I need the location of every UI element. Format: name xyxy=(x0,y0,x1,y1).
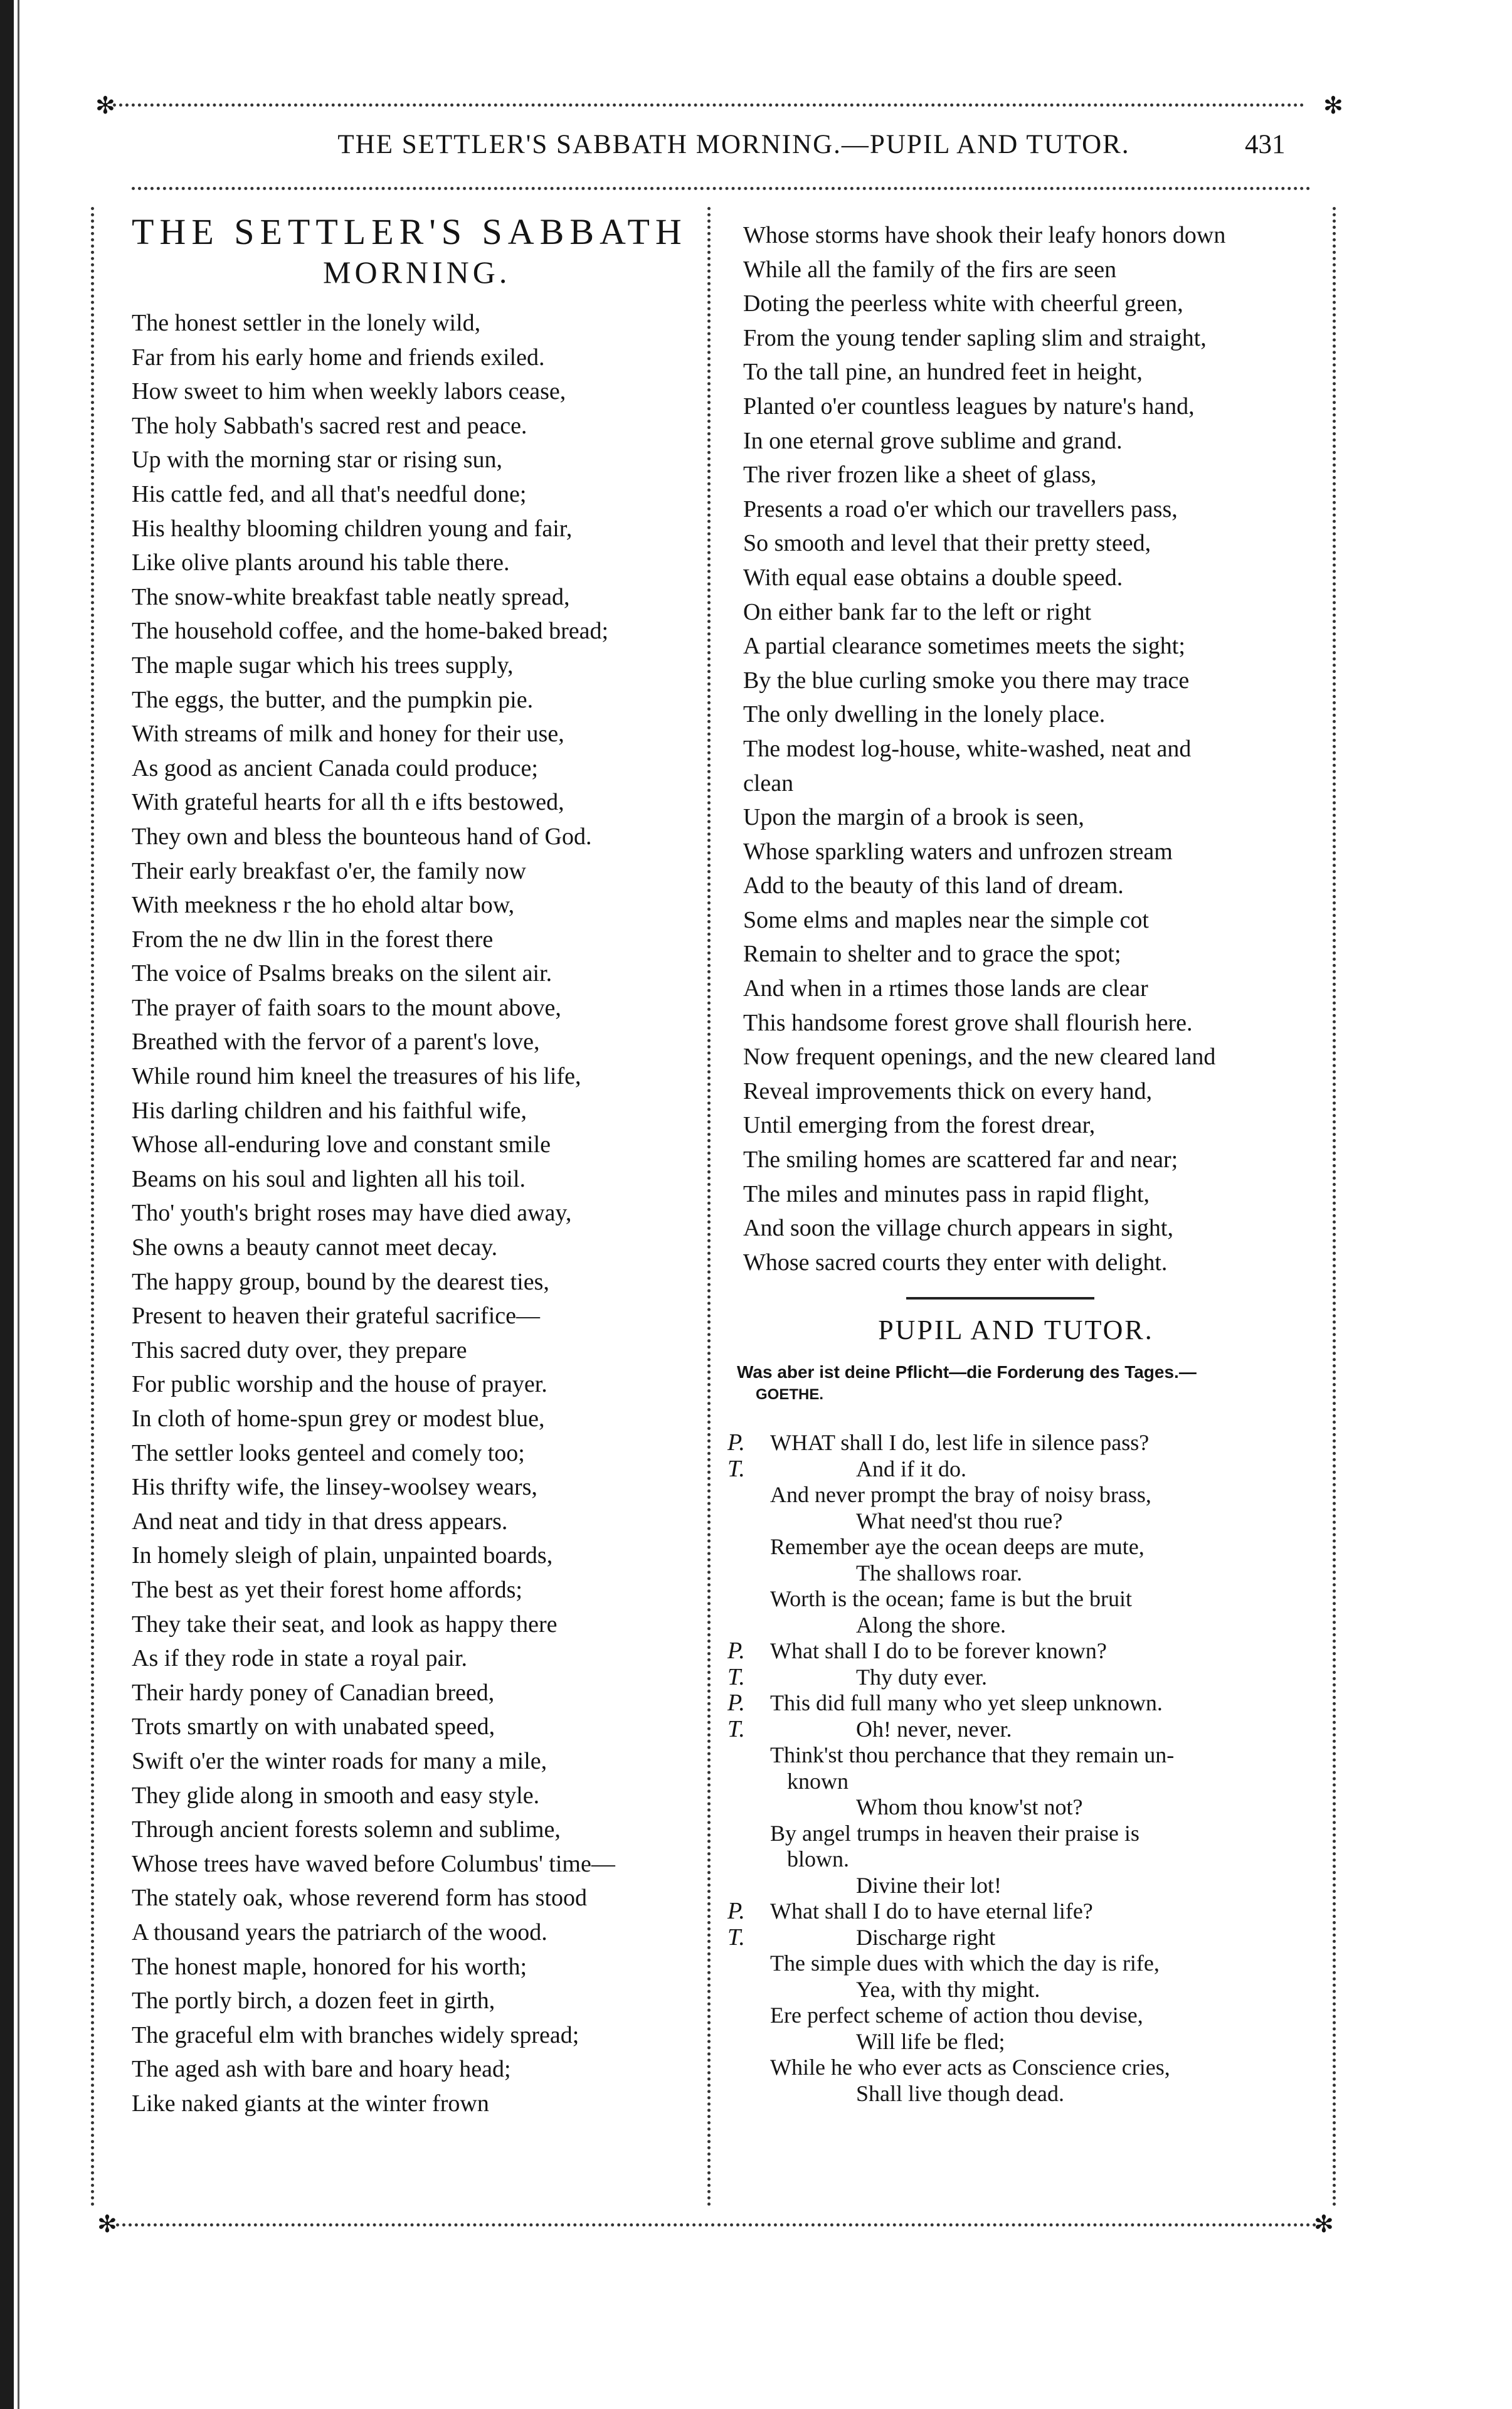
poem-line: The honest maple, honored for his worth; xyxy=(132,1953,527,1980)
dialogue-line xyxy=(727,1690,1304,1717)
dialogue-text: Discharge right xyxy=(856,1924,996,1950)
top-ornament-rule xyxy=(113,103,1304,107)
poem-line: And soon the village church appears in sight, xyxy=(743,1215,1173,1242)
bottom-ornament-rule xyxy=(116,2223,1317,2226)
dialogue-line xyxy=(727,1534,1304,1560)
poem-line: The portly birch, a dozen feet in girth, xyxy=(132,1988,495,2015)
dialogue-line xyxy=(727,1794,1304,1821)
dialogue-line xyxy=(727,1925,1304,1951)
speaker-label: P. xyxy=(727,1638,745,1664)
poem-line: A thousand years the patriarch of the wood. xyxy=(132,1919,547,1946)
poem-line: Doting the peerless white with cheerful green, xyxy=(743,290,1183,317)
epigraph-attribution: GOETHE. xyxy=(756,1386,824,1403)
poem-line: Through ancient forests solemn and sublime, xyxy=(132,1816,561,1843)
poem-line: While round him kneel the treasures of his life, xyxy=(132,1063,581,1090)
poem-line: While all the family of the firs are seen xyxy=(743,256,1117,283)
poem-line: They take their seat, and look as happy there xyxy=(132,1611,558,1638)
fleuron-bottom-left-icon: ✻ xyxy=(97,2211,117,2238)
dialogue-line xyxy=(727,1612,1304,1639)
poem-line: Planted o'er countless leagues by nature's hand, xyxy=(743,393,1195,420)
poem-line: The settler looks genteel and comely too; xyxy=(132,1439,525,1466)
dialogue-line xyxy=(727,2003,1304,2029)
dialogue-text: Ere perfect scheme of action thou devise, xyxy=(770,2003,1143,2028)
poem-line: Present to heaven their grateful sacrifice— xyxy=(132,1303,540,1330)
dialogue-line xyxy=(727,1508,1304,1535)
poem-line: Whose trees have waved before Columbus' time— xyxy=(132,1850,615,1877)
dialogue-line xyxy=(727,1586,1304,1612)
dialogue-text: known xyxy=(787,1768,849,1794)
section-separator-rule xyxy=(906,1297,1094,1300)
dialogue-line xyxy=(727,2055,1304,2081)
poem-line: She owns a beauty cannot meet decay. xyxy=(132,1234,498,1261)
poem-line: Add to the beauty of this land of dream. xyxy=(743,872,1124,899)
poem-line: Their hardy poney of Canadian breed, xyxy=(132,1679,495,1706)
poem-line: His healthy blooming children young and fair, xyxy=(132,515,573,542)
dialogue-text: What shall I do to have eternal life? xyxy=(770,1898,1093,1924)
dialogue-text: Remember aye the ocean deeps are mute, xyxy=(770,1534,1145,1559)
dialogue-text: The shallows roar. xyxy=(856,1560,1022,1586)
poem-line: With grateful hearts for all th e ifts bestowed, xyxy=(132,789,564,816)
right-border-rule xyxy=(1333,207,1336,2208)
dialogue-text: Along the shore. xyxy=(856,1612,1006,1638)
speaker-label: T. xyxy=(727,1715,745,1742)
poem-line: Tho' youth's bright roses may have died away, xyxy=(132,1200,572,1227)
speaker-label: T. xyxy=(727,1663,745,1690)
poem-line: And neat and tidy in that dress appears. xyxy=(132,1508,508,1535)
poem-title-line1: THE SETTLER'S SABBATH xyxy=(132,211,687,252)
poem-line: The best as yet their forest home affords; xyxy=(132,1576,522,1603)
poem-line: They glide along in smooth and easy style. xyxy=(132,1782,540,1809)
poem-line: Until emerging from the forest drear, xyxy=(743,1112,1096,1139)
dialogue-text: And never prompt the bray of noisy brass, xyxy=(770,1482,1151,1507)
poem-line: The stately oak, whose reverend form has stood xyxy=(132,1885,588,1912)
epigraph xyxy=(737,1361,1301,1406)
dialogue-line xyxy=(727,1717,1304,1743)
dialogue-text: Will life be fled; xyxy=(856,2028,1005,2054)
poem-line: The river frozen like a sheet of glass, xyxy=(743,462,1097,489)
poem-line: Far from his early home and friends exiled. xyxy=(132,344,545,371)
poem-line: Reveal improvements thick on every hand, xyxy=(743,1077,1153,1104)
poem-line: The graceful elm with branches widely spread; xyxy=(132,2021,579,2048)
dialogue-line xyxy=(727,1430,1304,1456)
dialogue-line xyxy=(727,1898,1304,1925)
dialogue-text: Thy duty ever. xyxy=(856,1664,987,1690)
poem-line: This sacred duty over, they prepare xyxy=(132,1337,467,1363)
poem-line: In homely sleigh of plain, unpainted boards, xyxy=(132,1542,553,1569)
dialogue-line xyxy=(727,1769,1304,1795)
dialogue-text: By angel trumps in heaven their praise is xyxy=(770,1820,1139,1846)
poem-line: Now frequent openings, and the new cleared land xyxy=(743,1044,1216,1071)
poem-line: The modest log-house, white-washed, neat and xyxy=(743,735,1192,762)
dialogue-line xyxy=(727,2029,1304,2055)
speaker-label: P. xyxy=(727,1898,745,1924)
poem-line: With equal ease obtains a double speed. xyxy=(743,564,1123,591)
poem-line: The holy Sabbath's sacred rest and peace. xyxy=(132,412,527,439)
poem-line: A partial clearance sometimes meets the sight; xyxy=(743,633,1185,660)
poem-line: With meekness r the ho ehold altar bow, xyxy=(132,892,515,919)
poem-line: Whose sacred courts they enter with delight. xyxy=(743,1249,1168,1276)
dialogue-block xyxy=(727,1430,1304,2107)
poem-line: Like naked giants at the winter frown xyxy=(132,2090,489,2117)
dialogue-text: blown. xyxy=(787,1846,849,1872)
speaker-label: P. xyxy=(727,1429,745,1456)
dialogue-line xyxy=(727,1742,1304,1769)
poem-line: The smiling homes are scattered far and near; xyxy=(743,1146,1178,1173)
dialogue-text: WHAT shall I do, lest life in silence pass? xyxy=(770,1430,1150,1455)
poem-line: Up with the morning star or rising sun, xyxy=(132,447,503,474)
dialogue-text: This did full many who yet sleep unknown. xyxy=(770,1690,1163,1715)
poem-line: In one eternal grove sublime and grand. xyxy=(743,427,1123,454)
fleuron-bottom-right-icon: ✻ xyxy=(1314,2211,1334,2238)
poem-line: Upon the margin of a brook is seen, xyxy=(743,804,1084,831)
poem-line: This handsome forest grove shall flourish here. xyxy=(743,1009,1193,1036)
book-spine-edge xyxy=(0,0,14,2409)
poem-line: The household coffee, and the home-baked bread; xyxy=(132,618,609,645)
poem-line: Presents a road o'er which our travellers pass, xyxy=(743,495,1178,522)
poem-line: The eggs, the butter, and the pumpkin pie. xyxy=(132,686,534,713)
poem-line: The only dwelling in the lonely place. xyxy=(743,701,1106,728)
dialogue-line xyxy=(727,1846,1304,1873)
poem-line: Whose all-enduring love and constant smile xyxy=(132,1131,551,1158)
poem-line: The aged ash with bare and hoary head; xyxy=(132,2056,511,2083)
poem-line: His darling children and his faithful wife, xyxy=(132,1097,527,1124)
speaker-label: P. xyxy=(727,1690,745,1716)
dialogue-text: What need'st thou rue? xyxy=(856,1508,1063,1533)
poem-line: By the blue curling smoke you there may trace xyxy=(743,667,1190,694)
second-poem-title: PUPIL AND TUTOR. xyxy=(878,1315,1154,1345)
poem-line: Whose storms have shook their leafy honors down xyxy=(743,222,1226,248)
poem-line: The voice of Psalms breaks on the silent air. xyxy=(132,960,552,987)
dialogue-line xyxy=(727,1873,1304,1899)
dialogue-text: Worth is the ocean; fame is but the bruit xyxy=(770,1586,1132,1611)
poem-line: Some elms and maples near the simple cot xyxy=(743,906,1149,933)
running-header: THE SETTLER'S SABBATH MORNING.—PUPIL AND TUTOR. xyxy=(337,130,1130,159)
poem-line: The prayer of faith soars to the mount above, xyxy=(132,994,561,1021)
poem-line: Their early breakfast o'er, the family now xyxy=(132,857,526,884)
dialogue-text: While he who ever acts as Conscience cries, xyxy=(770,2055,1170,2080)
poem-line: So smooth and level that their pretty steed, xyxy=(743,530,1151,557)
dialogue-text: Divine their lot! xyxy=(856,1872,1002,1898)
poem-line: The happy group, bound by the dearest ties, xyxy=(132,1268,549,1295)
poem-line: Remain to shelter and to grace the spot; xyxy=(743,941,1121,968)
dialogue-text: Think'st thou perchance that they remain un- xyxy=(770,1742,1175,1767)
poem-line: Swift o'er the winter roads for many a mile, xyxy=(132,1747,547,1774)
dialogue-text: Yea, with thy might. xyxy=(856,1976,1040,2002)
dialogue-line xyxy=(727,1482,1304,1508)
poem-line: Beams on his soul and lighten all his toil. xyxy=(132,1165,526,1192)
poem-line: His cattle fed, and all that's needful done; xyxy=(132,480,527,507)
dialogue-text: Shall live though dead. xyxy=(856,2080,1064,2106)
poem-line: Trots smartly on with unabated speed, xyxy=(132,1713,495,1740)
fleuron-top-left-icon: ✻ xyxy=(95,93,115,119)
dialogue-line xyxy=(727,1560,1304,1587)
poem-line: clean xyxy=(743,770,794,797)
dialogue-text: Whom thou know'st not? xyxy=(856,1794,1083,1819)
poem-line: His thrifty wife, the linsey-woolsey wears, xyxy=(132,1474,537,1501)
dialogue-line xyxy=(727,1821,1304,1847)
poem-line: To the tall pine, an hundred feet in height, xyxy=(743,359,1143,386)
poem-line: On either bank far to the left or right xyxy=(743,598,1092,625)
dialogue-line xyxy=(727,1638,1304,1665)
dialogue-line xyxy=(727,1951,1304,1977)
dialogue-text: The simple dues with which the day is rife, xyxy=(770,1951,1160,1976)
poem-line: As if they rode in state a royal pair. xyxy=(132,1645,468,1672)
poem-line: Like olive plants around his table there. xyxy=(132,549,510,576)
poem-line: From the ne dw llin in the forest there xyxy=(132,926,494,953)
poem-line: The snow-white breakfast table neatly spread, xyxy=(132,583,570,610)
dialogue-text: What shall I do to be forever known? xyxy=(770,1638,1107,1663)
dialogue-line xyxy=(727,1665,1304,1691)
poem-line: As good as ancient Canada could produce; xyxy=(132,754,538,781)
column-divider-rule xyxy=(707,207,711,2208)
poem-line: Breathed with the fervor of a parent's love, xyxy=(132,1029,540,1056)
right-column xyxy=(743,218,1320,1279)
poem-line: From the young tender sapling slim and straight, xyxy=(743,324,1207,351)
poem-line: They own and bless the bounteous hand of God. xyxy=(132,823,592,850)
left-border-rule xyxy=(91,207,94,2208)
poem-line: The maple sugar which his trees supply, xyxy=(132,652,514,679)
poem-line: How sweet to him when weekly labors cease, xyxy=(132,378,566,405)
page-number: 431 xyxy=(1245,130,1286,159)
poem-line: In cloth of home-spun grey or modest blue, xyxy=(132,1406,545,1432)
poem-line: With streams of milk and honey for their use, xyxy=(132,721,564,748)
book-spine-shadow xyxy=(18,0,19,2409)
poem-line: The miles and minutes pass in rapid flight, xyxy=(743,1180,1150,1207)
poem-line: And when in a rtimes those lands are clear xyxy=(743,975,1148,1002)
dialogue-line xyxy=(727,2081,1304,2107)
dialogue-text: And if it do. xyxy=(856,1456,966,1481)
poem-left-lines xyxy=(132,306,696,2120)
poem-line: For public worship and the house of prayer. xyxy=(132,1371,547,1398)
speaker-label: T. xyxy=(727,1455,745,1482)
dialogue-line xyxy=(727,1977,1304,2003)
poem-title-line2: MORNING. xyxy=(323,255,511,290)
speaker-label: T. xyxy=(727,1924,745,1951)
epigraph-text: Was aber ist deine Pflicht—die Forderung des Tages.— xyxy=(737,1362,1197,1382)
fleuron-top-right-icon: ✻ xyxy=(1323,93,1343,119)
dialogue-line xyxy=(727,1456,1304,1483)
header-underline-rule xyxy=(132,187,1311,190)
poem-right-lines xyxy=(743,218,1320,1279)
dialogue-text: Oh! never, never. xyxy=(856,1716,1012,1742)
poem-line: Whose sparkling waters and unfrozen stream xyxy=(743,838,1173,865)
poem-line: The honest settler in the lonely wild, xyxy=(132,310,481,336)
left-column xyxy=(132,212,696,2120)
